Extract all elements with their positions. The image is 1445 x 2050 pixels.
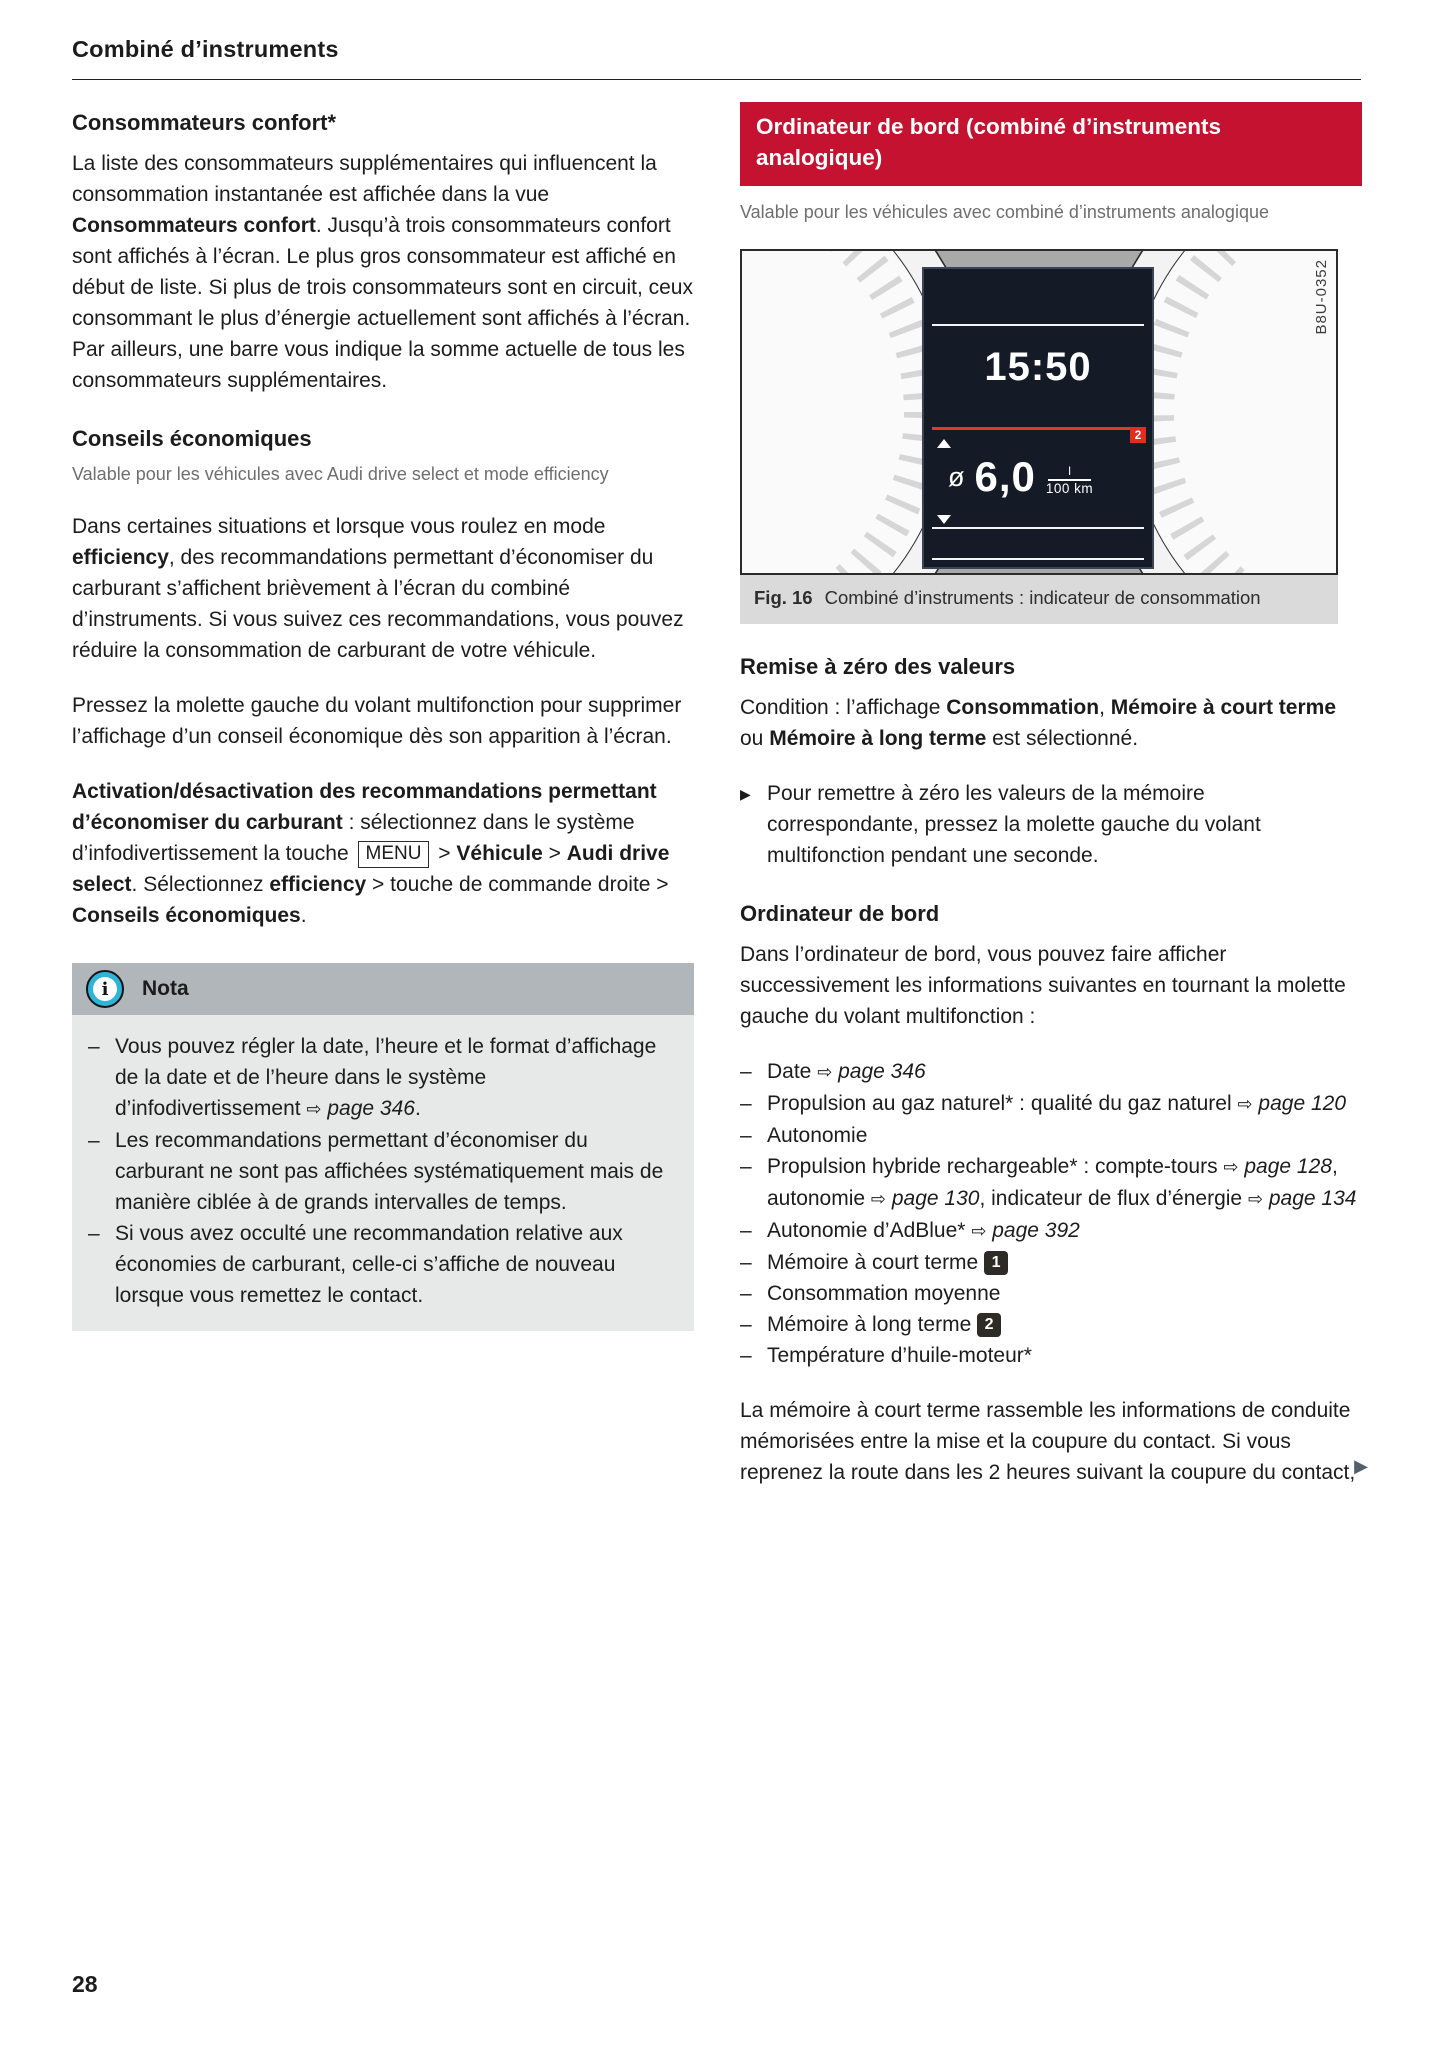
list-item-text — [767, 1151, 1362, 1215]
dash-bullet: – — [740, 1092, 752, 1115]
dash-bullet: – — [740, 1313, 752, 1336]
consumption-readout — [948, 453, 1093, 501]
page-ref-arrow-icon: ⇨ — [1237, 1094, 1253, 1115]
text-segment: Consommation — [946, 696, 1100, 719]
text-segment: Pressez la molette gauche du volant multifonction pour supprimer l’affichage d’un conseil économique dès son apparition à l’écran. — [72, 694, 682, 748]
scroll-up-icon — [937, 439, 951, 448]
text-segment: Si vous avez occulté une recommandation relative aux économies de carburant, celle-ci s’affiche de nouveau lorsque vous remettez le contact. — [115, 1222, 623, 1307]
left-column — [72, 102, 694, 1512]
list-item-text — [767, 1056, 926, 1088]
text-segment: Dans l’ordinateur de bord, vous pouvez faire afficher successivement les informations suivantes en tournant la molette gauche du volant multifonction : — [740, 943, 1346, 1028]
text-segment: page 120 — [1252, 1092, 1347, 1115]
list-item-text — [767, 1278, 1000, 1309]
availability-note: Valable pour les véhicules avec combiné d’instruments analogique — [740, 202, 1269, 222]
text-segment: Propulsion au gaz naturel* : qualité du gaz naturel — [767, 1092, 1238, 1115]
text-segment: . Sélectionnez — [131, 873, 270, 896]
text-segment: . — [300, 904, 307, 927]
text-segment: page 346 — [321, 1097, 415, 1120]
text-segment: Vous pouvez régler la date, l’heure et le format d’affichage de la date et de l’heure dans le système d’infodivertissement — [115, 1035, 657, 1120]
text-segment: > — [432, 842, 457, 865]
dash-bullet: – — [740, 1219, 752, 1242]
text-segment: page 130 — [886, 1187, 980, 1210]
consumption-value: 6,0 — [974, 453, 1036, 500]
legend-badge: 1 — [984, 1251, 1008, 1275]
dash-bullet: – — [88, 1222, 100, 1245]
list-item-text — [767, 1088, 1346, 1120]
list-item — [740, 1120, 1362, 1151]
dash-list — [740, 1056, 1362, 1371]
list-item-text — [767, 1120, 867, 1151]
page-ref-arrow-icon: ⇨ — [306, 1099, 322, 1120]
section-heading: Remise à zéro des valeurs — [740, 654, 1016, 679]
figure-consumption-indicator — [740, 249, 1362, 624]
paragraph — [740, 1395, 1368, 1488]
paragraph — [72, 511, 694, 666]
page-ref-arrow-icon: ⇨ — [1223, 1157, 1239, 1178]
text-segment: > — [542, 842, 567, 865]
text-segment: . Jusqu’à trois consommateurs confort sont affichés à l’écran. Le plus gros consommateur est affiché en début de liste. Si plus de trois consommateurs sont en circuit, ceux consommant le plus d’énergie actuellement sont affichés à l’écran. Par ailleurs, une barre vous indique la somme actuelle de tous les consommateurs supplémentaires. — [72, 214, 693, 392]
text-segment: Mémoire à long terme — [769, 727, 987, 750]
figure-caption-label: Fig. 16 — [754, 587, 813, 608]
text-segment: : sélectionnez dans le système d’infodivertissement la touche — [72, 811, 635, 865]
dash-bullet: – — [88, 1129, 100, 1152]
legend-badge-2: 2 — [1130, 427, 1146, 443]
continuation-arrow-icon: ▶ — [1354, 1456, 1368, 1476]
text-segment: page 392 — [986, 1219, 1080, 1242]
info-icon: i — [86, 970, 124, 1008]
text-segment: efficiency — [269, 873, 367, 896]
nota-title: Nota — [142, 977, 189, 1000]
text-segment: Température d’huile-moteur* — [767, 1344, 1032, 1367]
figure-reference-code: B8U-0352 — [1313, 259, 1330, 335]
list-item — [740, 1088, 1362, 1120]
list-item-text — [115, 1218, 676, 1311]
text-segment: , des recommandations permettant d’économiser du carburant s’affichent brièvement à l’écran du combiné d’instruments. Si vous suivez ces recommandations, vous pouvez réduire la consommation de carburant de votre véhicule. — [72, 546, 684, 662]
page-ref-arrow-icon: ⇨ — [870, 1189, 886, 1210]
list-item-text — [767, 1247, 1008, 1278]
instruction-item — [740, 778, 1362, 871]
availability-note: Valable pour les véhicules avec Audi drive select et mode efficiency — [72, 464, 609, 484]
text-segment: Les recommandations permettant d’économiser du carburant ne sont pas affichées systématiquement mais de manière ciblée à de grands intervalles de temps. — [115, 1129, 664, 1214]
list-item-text — [115, 1125, 676, 1218]
figure-caption-text: Combiné d’instruments : indicateur de consommation — [824, 587, 1261, 608]
list-item — [740, 1309, 1362, 1340]
display-separator-line — [932, 527, 1144, 529]
text-segment: . — [414, 1097, 421, 1120]
consumption-unit: $\frac{l}{100 km}$ — [1045, 464, 1094, 496]
page-ref-arrow-icon: ⇨ — [1247, 1189, 1264, 1210]
action-bullet-icon: ▶ — [740, 786, 751, 802]
text-segment: page 134 — [1263, 1187, 1357, 1210]
dash-bullet: – — [740, 1155, 752, 1178]
text-segment: Autonomie d’AdBlue* — [767, 1219, 972, 1242]
list-item — [740, 1215, 1362, 1247]
nota-header — [72, 963, 694, 1015]
text-segment: page 128 — [1238, 1155, 1332, 1178]
display-separator-line — [932, 558, 1144, 560]
text-segment: Audi drive select — [72, 842, 670, 896]
list-item-text — [767, 1340, 1032, 1371]
list-item — [740, 1247, 1362, 1278]
instrument-cluster-image — [740, 249, 1338, 575]
paragraph — [72, 776, 694, 931]
nota-body — [72, 1015, 694, 1331]
text-segment: Pour remettre à zéro les valeurs de la mémoire correspondante, pressez la molette gauche du volant multifonction pendant une seconde. — [767, 782, 1261, 867]
section-heading: Consommateurs confort* — [72, 110, 337, 135]
list-item-text — [115, 1031, 676, 1125]
cluster-display — [922, 267, 1154, 569]
section-heading: Conseils économiques — [72, 426, 312, 451]
consumption-bar — [932, 427, 1144, 430]
nota-item — [88, 1031, 676, 1125]
paragraph — [72, 148, 694, 396]
page-title: Combiné d’instruments — [72, 30, 1361, 80]
text-segment: ou — [740, 727, 770, 750]
text-segment: Propulsion hybride rechargeable* : compte-tours — [767, 1155, 1224, 1178]
text-segment: Consommation moyenne — [767, 1282, 1001, 1305]
scroll-down-icon — [937, 515, 951, 524]
text-segment: Dans certaines situations et lorsque vous roulez en mode — [72, 515, 606, 538]
clock-readout: 15:50 — [984, 345, 1092, 389]
text-segment: La mémoire à court terme rassemble les informations de conduite mémorisées entre la mise et la coupure du contact. Si vous reprenez la route dans les 2 heures suivant la coupure du contact, — [740, 1399, 1356, 1484]
list-item — [740, 1340, 1362, 1371]
list-item — [740, 1056, 1362, 1088]
text-segment: , indicateur de flux d’énergie — [979, 1187, 1248, 1210]
text-segment: Véhicule — [456, 842, 543, 865]
text-segment: Activation/désactivation des recommandations permettant d’économiser du carburant — [72, 780, 657, 834]
text-segment: efficiency — [72, 546, 169, 569]
text-segment: Condition : l’affichage — [740, 696, 947, 719]
paragraph — [72, 690, 694, 752]
text-segment: Mémoire à long terme — [767, 1313, 978, 1336]
nota-item — [88, 1125, 676, 1218]
two-column-layout — [72, 102, 1368, 1512]
text-segment: , autonomie — [767, 1155, 1338, 1210]
dash-bullet: – — [740, 1282, 752, 1305]
text-segment: , — [1099, 696, 1111, 719]
text-segment: Date — [767, 1060, 818, 1083]
text-segment: La liste des consommateurs supplémentaires qui influencent la consommation instantanée est affichée dans la vue — [72, 152, 657, 206]
text-segment: page 346 — [832, 1060, 926, 1083]
paragraph — [740, 939, 1362, 1032]
display-separator-line — [932, 324, 1144, 326]
nota-box — [72, 963, 694, 1331]
menu-key: MENU — [358, 841, 430, 868]
page-ref-arrow-icon: ⇨ — [817, 1062, 833, 1083]
average-symbol: ø — [948, 461, 965, 492]
dash-bullet: – — [740, 1344, 752, 1367]
dash-bullet: – — [88, 1035, 100, 1058]
list-item — [740, 1151, 1362, 1215]
text-segment: Mémoire à court terme — [767, 1251, 985, 1274]
dash-bullet: – — [740, 1124, 752, 1147]
figure-caption — [740, 575, 1338, 624]
section-heading: Ordinateur de bord — [740, 901, 940, 926]
text-segment: Autonomie — [767, 1124, 868, 1147]
page-ref-arrow-icon: ⇨ — [971, 1221, 987, 1242]
text-segment: Mémoire à court terme — [1110, 696, 1337, 719]
nota-item — [88, 1218, 676, 1311]
paragraph — [740, 692, 1362, 754]
section-banner: Ordinateur de bord (combiné d’instruments analogique) — [740, 102, 1362, 186]
legend-badge: 2 — [977, 1313, 1001, 1337]
page-number: 28 — [72, 1971, 98, 1997]
text-segment: > touche de commande droite > — [366, 873, 669, 896]
list-item-text — [767, 1215, 1080, 1247]
text-segment: Consommateurs confort — [72, 214, 316, 237]
list-item-text — [767, 1309, 1001, 1340]
dash-bullet: – — [740, 1251, 752, 1274]
instruction-text — [767, 778, 1362, 871]
list-item — [740, 1278, 1362, 1309]
text-segment: Conseils économiques — [72, 904, 301, 927]
dash-bullet: – — [740, 1060, 752, 1083]
right-column — [740, 102, 1368, 1512]
text-segment: est sélectionné. — [986, 727, 1139, 750]
